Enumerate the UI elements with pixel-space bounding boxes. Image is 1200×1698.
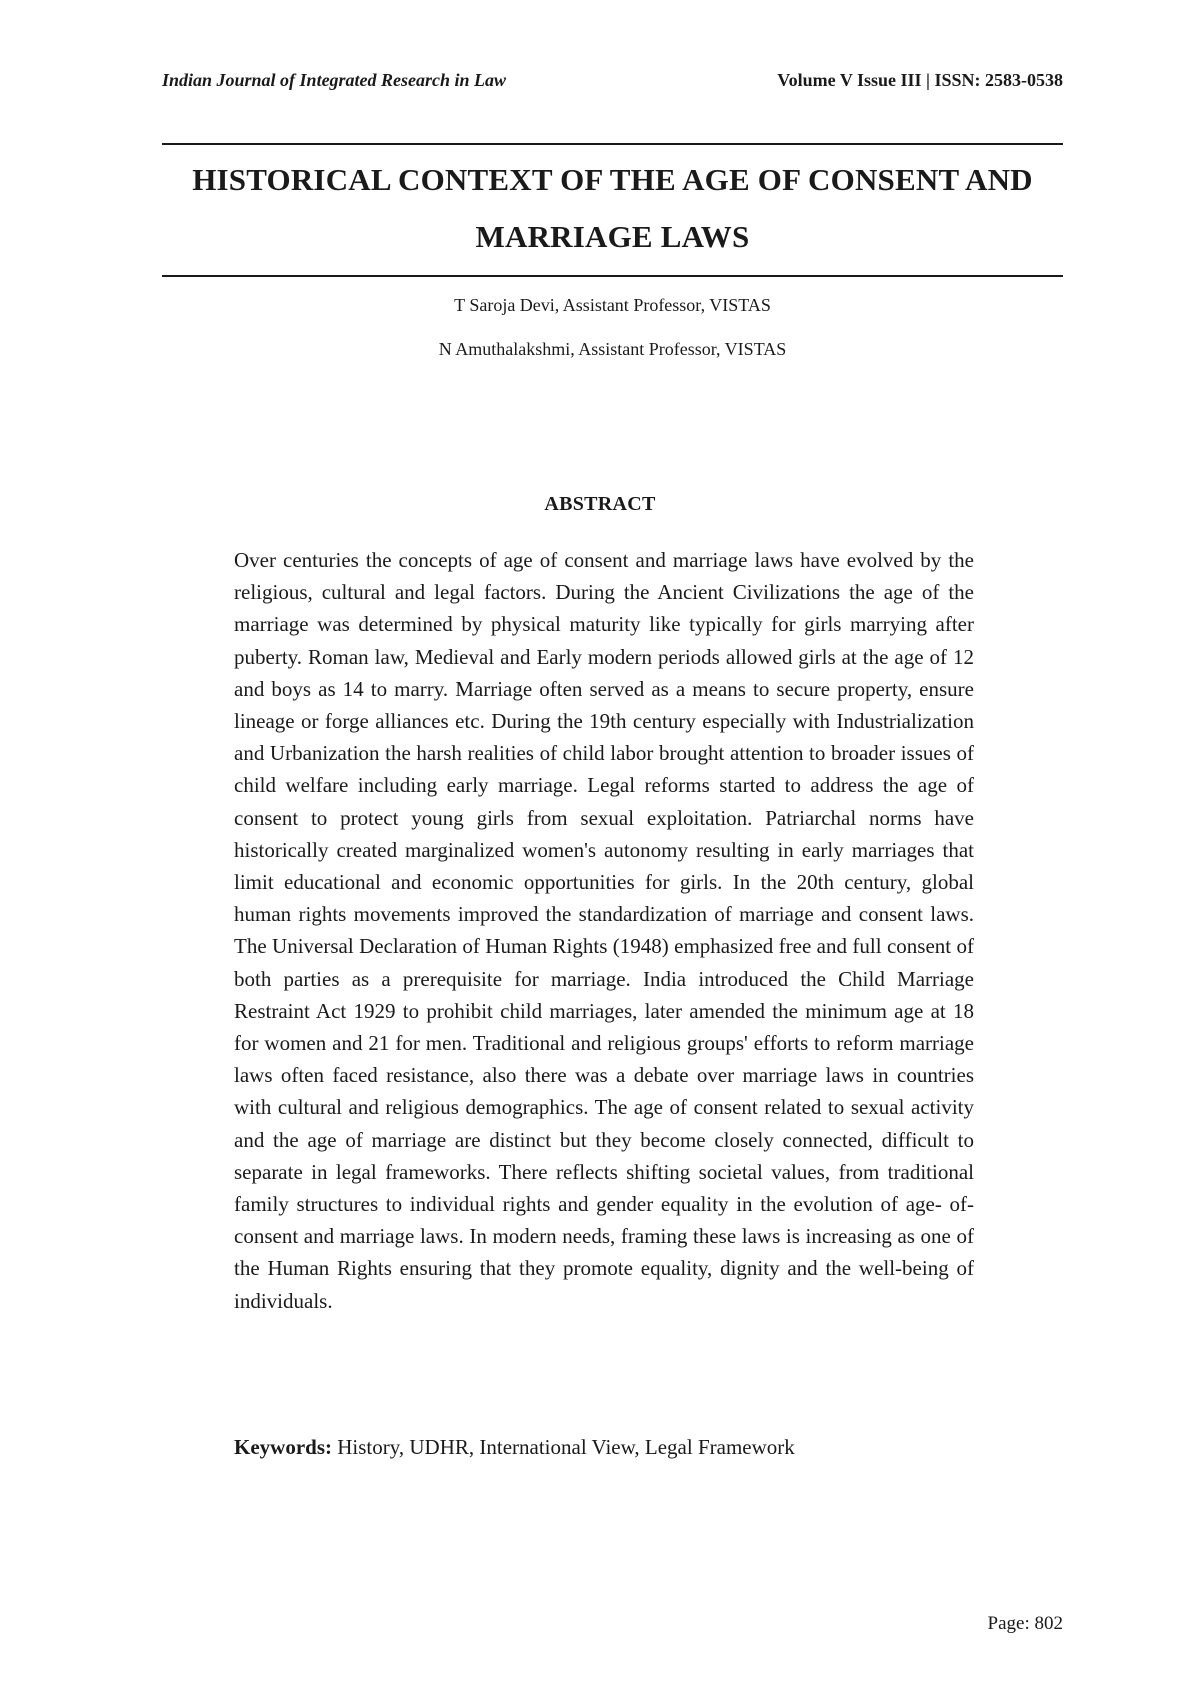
title-block [162,143,1063,277]
author-list [162,290,1063,378]
keywords-label: Keywords: [234,1435,332,1459]
running-header [162,70,1063,100]
keywords-value: History, UDHR, International View, Legal Framework [337,1435,795,1459]
abstract-heading: ABSTRACT [544,493,656,515]
author-1: T Saroja Devi, Assistant Professor, VISTAS [454,295,771,315]
paper-title: HISTORICAL CONTEXT OF THE AGE OF CONSENT AND MARRIAGE LAWS [192,162,1033,254]
journal-name: Indian Journal of Integrated Research in Law [162,70,507,90]
author-2: N Amuthalakshmi, Assistant Professor, VISTAS [438,339,787,359]
abstract-body: Over centuries the concepts of age of consent and marriage laws have evolved by the religious, cultural and legal factors. During the Ancient Civilizations the age of the marriage was determined by physical maturity like typically for girls marrying after puberty. Roman law, Medieval and Early modern periods allowed girls at the age of 12 and boys as 14 to marry. Marriage often served as a means to secure property, ensure lineage or forge alliances etc. During the 19th century especially with Industrialization and Urbanization the harsh realities of child labor brought attention to broader issues of child welfare including early marriage. Legal reforms started to address the age of consent to protect young girls from sexual exploitation. Patriarchal norms have historically created marginalized women's autonomy resulting in early marriages that limit educational and economic opportunities for girls. In the 20th century, global human rights movements improved the standardization of marriage and consent laws. The Universal Declaration of Human Rights (1948) emphasized free and full consent of both parties as a prerequisite for marriage. India introduced the Child Marriage Restraint Act 1929 to prohibit child marriages, later amended the minimum age at 18 for women and 21 for men. Traditional and religious groups' efforts to reform marriage laws often faced resistance, also there was a debate over marriage laws in countries with cultural and religious demographics. The age of consent related to sexual activity and the age of marriage are distinct but they become closely connected, difficult to separate in legal frameworks. There reflects shifting societal values, from traditional family structures to individual rights and gender equality in the evolution of age- of- consent and marriage laws. In modern needs, framing these laws is increasing as one of the Human Rights ensuring that they promote equality, dignity and the well-being of individuals. [234,548,974,1313]
volume-issn: Volume V Issue III | ISSN: 2583-0538 [777,70,1063,90]
page-number: Page: 802 [987,1613,1063,1634]
keywords [234,1431,974,1463]
